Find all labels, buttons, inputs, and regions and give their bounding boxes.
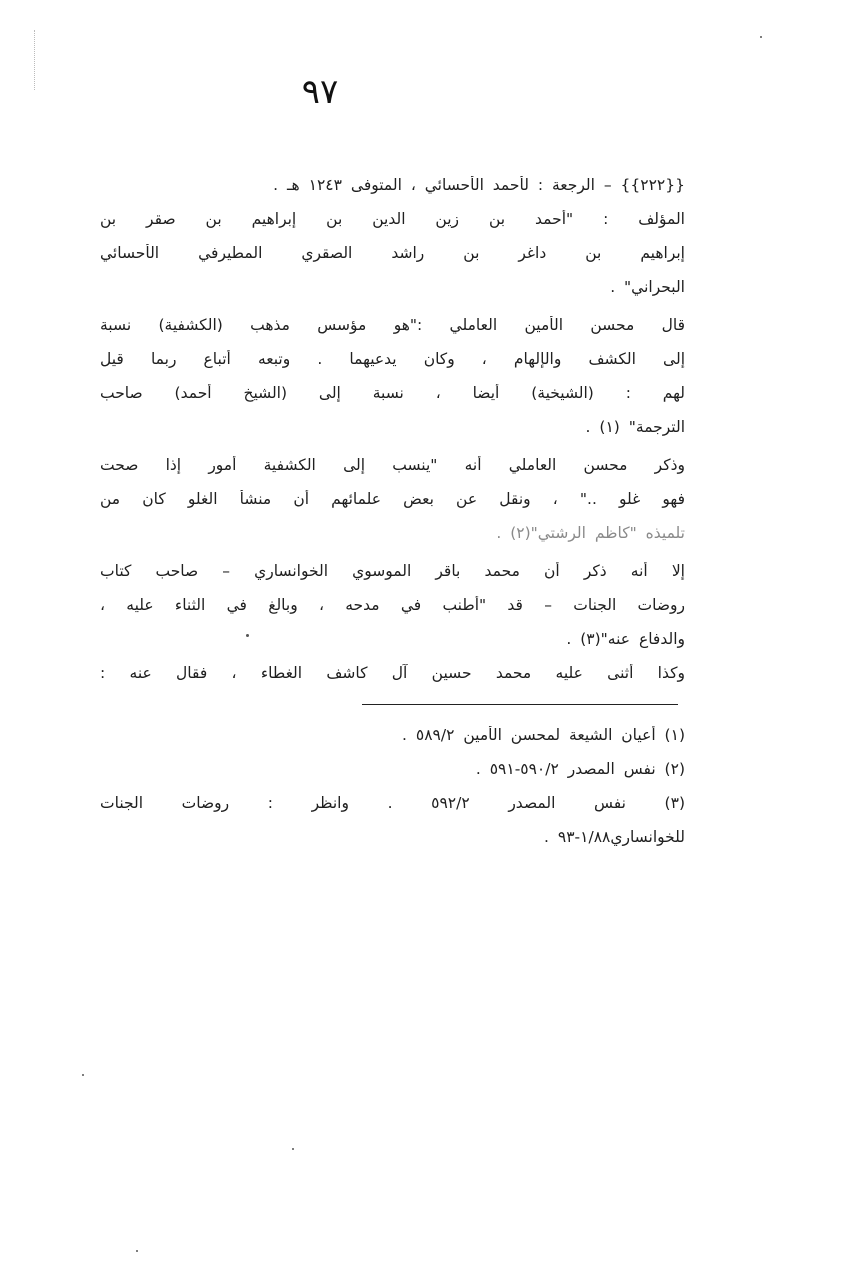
footnote-separator — [362, 704, 678, 705]
text-line: فهو غلو .." ، ونقل عن بعض علمائهم أن منشأ الغلو كان من — [100, 490, 685, 508]
scan-speck — [136, 1250, 138, 1252]
paragraph-entry-header — [100, 176, 685, 306]
text-line: {{٢٢٢}} – الرجعة : لأحمد الأحسائي ، المتوفى ١٢٤٣ هـ . — [273, 176, 685, 194]
paragraph-kashif-ghita — [100, 664, 685, 694]
margin-mark — [34, 30, 36, 90]
text-line: إلى الكشف والإلهام ، وكان يدعيهما . وتبعه أتباع ربما قيل — [100, 350, 685, 368]
text-line: إبراهيم بن داغر بن راشد الصقري المطيرفي الأحسائي — [100, 244, 685, 262]
text-line: المؤلف : "أحمد بن زين الدين بن إبراهيم بن صقر بن — [100, 210, 685, 228]
footnote-line: (١) أعيان الشيعة لمحسن الأمين ٥٨٩/٢ . — [402, 726, 685, 744]
paragraph-khwansari — [100, 562, 685, 662]
paragraph-amin-quote — [100, 316, 685, 446]
text-line: تلميذه "كاظم الرشتي"(٢) . — [496, 524, 685, 542]
text-line: روضات الجنات – قد "أطنب في مدحه ، وبالغ في الثناء عليه ، — [100, 596, 685, 614]
scan-speck — [292, 1148, 294, 1150]
scan-speck — [246, 634, 249, 637]
paragraph-ghulu — [100, 456, 685, 556]
footnotes — [100, 726, 685, 866]
footnote-line: (٢) نفس المصدر ٥٩٠/٢-٥٩١ . — [475, 760, 685, 778]
page-number: ٩٧ — [301, 72, 339, 112]
text-line: والدفاع عنه"(٣) . — [566, 630, 685, 648]
text-line: الترجمة" (١) . — [585, 418, 685, 436]
text-line: وذكر محسن العاملي أنه "ينسب إلى الكشفية أمور إذا صحت — [100, 456, 685, 474]
text-line: لهم : (الشيخية) أيضا ، نسبة إلى (الشيخ أحمد) صاحب — [100, 384, 685, 402]
footnote-line: (٣) نفس المصدر ٥٩٢/٢ . وانظر : روضات الجنات — [100, 794, 685, 812]
text-line: البحراني" . — [610, 278, 685, 296]
text-line: قال محسن الأمين العاملي :"هو مؤسس مذهب (الكشفية) نسبة — [100, 316, 685, 334]
footnote-line: للخوانساري١/٨٨-٩٣ . — [544, 828, 685, 846]
scan-speck — [82, 1074, 84, 1076]
text-line: إلا أنه ذكر أن محمد باقر الموسوي الخوانساري – صاحب كتاب — [100, 562, 685, 580]
scan-speck — [760, 36, 762, 38]
text-line: وكذا أثنى عليه محمد حسين آل كاشف الغطاء ، فقال عنه : — [100, 664, 685, 682]
